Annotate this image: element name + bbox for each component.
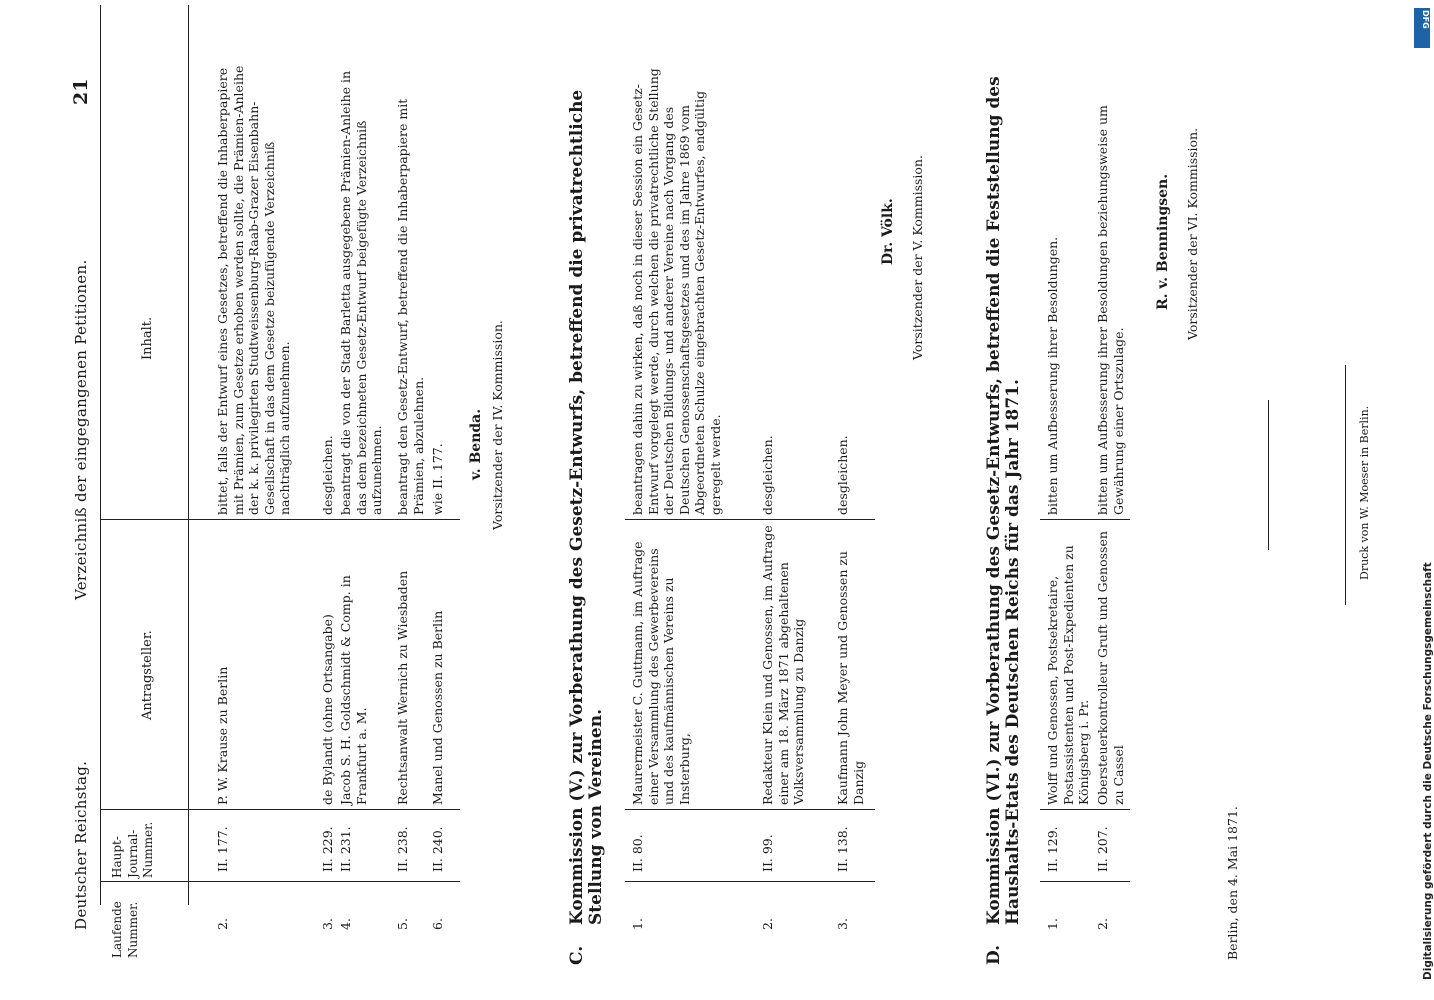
row-journal: II. 138. xyxy=(835,826,850,872)
row-antragsteller: Rechtsanwalt Wernich zu Wiesbaden xyxy=(395,570,410,805)
row-lfd: 5. xyxy=(395,918,410,930)
row-antragsteller: Maurermeister C. Guttmann, im Auftrage einer Versammlung des Gewerbevereins und des kaufmännischen Vereins zu Insterburg, xyxy=(630,541,692,805)
row-inhalt: beantragt die von der Stadt Barletta ausgegebene Prämien-Anleihe in das dem bezeichneten Gesetz-Entwurf beigefügte Verzeichniß aufzunehmen. xyxy=(338,70,384,515)
row-inhalt: desgleichen. xyxy=(835,435,850,515)
signature-benda: v. Benda. xyxy=(468,408,484,480)
row-lfd: 6. xyxy=(430,918,445,930)
column-divider xyxy=(1040,809,1130,810)
row-lfd: 2. xyxy=(215,918,230,930)
row-antragsteller: Wolff und Genossen, Postsekretaire, Postassistenten und Post-Expedienten zu Königsberg i. Pr. xyxy=(1045,545,1091,805)
row-lfd: 2. xyxy=(1095,918,1110,930)
row-antragsteller: de Bylandt (ohne Ortsangabe) xyxy=(320,614,335,805)
row-journal: II. 229. xyxy=(320,826,335,872)
column-divider xyxy=(1040,881,1130,882)
row-journal: II. 177. xyxy=(215,826,230,872)
row-journal: II. 240. xyxy=(430,826,445,872)
row-inhalt: bittet, falls der Entwurf eines Gesetzes, betreffend die Inhaberpapiere mit Prämien, zum Gesetze erhoben werden sollte, die Prämien-Anleihe der k. k. privilegirten Studtweissenburg-Raab-Grazer Eisenbahn-Gesellschaft in das dem Gesetze beizufügende Verzeichniß nachträglich aufzunehmen. xyxy=(215,65,292,515)
row-lfd: 1. xyxy=(1045,918,1060,930)
dfg-logo: DFG xyxy=(1414,8,1430,48)
row-journal: II. 129. xyxy=(1045,826,1060,872)
section-c-letter: C. xyxy=(567,945,587,965)
row-lfd: 3. xyxy=(835,918,850,930)
signature-bennigsen: R. v. Benningsen. xyxy=(1155,173,1171,310)
column-divider xyxy=(625,519,875,520)
section-c-title: Kommission (V.) zur Vorberathung des Gesetz-Entwurfs, betreffend die privatrechtliche Stellung von Vereinen. xyxy=(567,89,606,925)
col-head-antragsteller: Antragsteller. xyxy=(140,630,155,720)
header-right-title: Verzeichniß der eingegangenen Petitionen. xyxy=(72,259,90,600)
signature-role: Vorsitzender der IV. Kommission. xyxy=(490,320,505,530)
column-divider xyxy=(100,519,460,520)
row-inhalt: desgleichen. xyxy=(320,435,335,515)
col-head-laufende: Laufende Nummer. xyxy=(110,901,140,958)
row-inhalt: bitten um Aufbesserung ihrer Besoldungen. xyxy=(1045,236,1060,515)
row-inhalt: wie II. 177. xyxy=(430,443,445,515)
column-divider xyxy=(100,809,460,810)
column-divider xyxy=(625,881,875,882)
signature-role: Vorsitzender der V. Kommission. xyxy=(910,155,925,360)
section-d-letter: D. xyxy=(984,944,1004,965)
table-top-rule xyxy=(100,5,101,905)
row-lfd: 3. xyxy=(320,918,335,930)
row-antragsteller: Obersteuerkontrolleur Gruft und Genossen zu Cassel xyxy=(1095,531,1126,805)
row-inhalt: desgleichen. xyxy=(760,435,775,515)
row-inhalt: bitten um Aufbesserung ihrer Besoldungen beziehungsweise um Gewährung einer Ortszulage. xyxy=(1095,105,1126,515)
col-head-haupt: Haupt-Journal-Nummer. xyxy=(110,821,155,878)
row-inhalt: beantragt den Gesetz-Entwurf, betreffend die Inhaberpapiere mit Prämien, abzulehnen. xyxy=(395,98,426,515)
row-journal: II. 80. xyxy=(630,834,645,872)
column-divider xyxy=(625,809,875,810)
row-journal: II. 207. xyxy=(1095,826,1110,872)
footer-date: Berlin, den 4. Mai 1871. xyxy=(1225,806,1240,960)
row-antragsteller: Manel und Genossen zu Berlin xyxy=(430,610,445,805)
row-journal: II. 238. xyxy=(395,826,410,872)
row-lfd: 1. xyxy=(630,918,645,930)
row-lfd: 2. xyxy=(760,918,775,930)
row-journal: II. 231. xyxy=(338,826,353,872)
row-antragsteller: Jacob S. H. Goldschmidt & Comp. in Frankfurt a. M. xyxy=(338,575,369,805)
footer-rule xyxy=(1268,400,1269,550)
row-antragsteller: Redakteur Klein und Genossen, im Auftrage einer am 18. März 1871 abgehaltenen Volksversammlung zu Danzig xyxy=(760,525,806,805)
row-journal: II. 99. xyxy=(760,834,775,872)
signature-voelk: Dr. Völk. xyxy=(880,198,896,265)
dfg-watermark-text: Digitalisierung gefördert durch die Deutsche Forschungsgemeinschaft xyxy=(1422,562,1434,980)
section-d-title: Kommission (VI.) zur Vorberathung des Gesetz-Entwurfs, betreffend die Feststellung des Haushalts-Etats des Deutschen Reichs für das Jahr 1871. xyxy=(984,76,1023,925)
page-number: 21 xyxy=(70,78,92,105)
row-antragsteller: Kaufmann John Meyer und Genossen zu Danzig xyxy=(835,551,866,805)
row-antragsteller: P. W. Krause zu Berlin xyxy=(215,666,230,805)
col-head-inhalt: Inhalt. xyxy=(140,316,155,360)
footer-rule xyxy=(1345,365,1346,605)
column-divider xyxy=(100,881,460,882)
table-header-rule xyxy=(188,5,189,905)
row-lfd: 4. xyxy=(338,918,353,930)
header-left-title: Deutscher Reichstag. xyxy=(72,760,90,930)
printer-imprint: Druck von W. Moeser in Berlin. xyxy=(1358,405,1371,580)
column-divider xyxy=(1040,519,1130,520)
signature-role: Vorsitzender der VI. Kommission. xyxy=(1185,127,1200,340)
row-inhalt: beantragen dahin zu wirken, daß noch in dieser Session ein Gesetz-Entwurf vorgelegt werde, durch welchen die privatrechtliche Stellung der Deutschen Bildungs- und anderer Vereine nach Vorgang des Deutschen Genossenschaftsgesetzes und des im Jahre 1869 vom Abgeordneten Schulze eingebrachten Gesetz-Entwurfes, endgültig geregelt werde. xyxy=(630,68,723,515)
